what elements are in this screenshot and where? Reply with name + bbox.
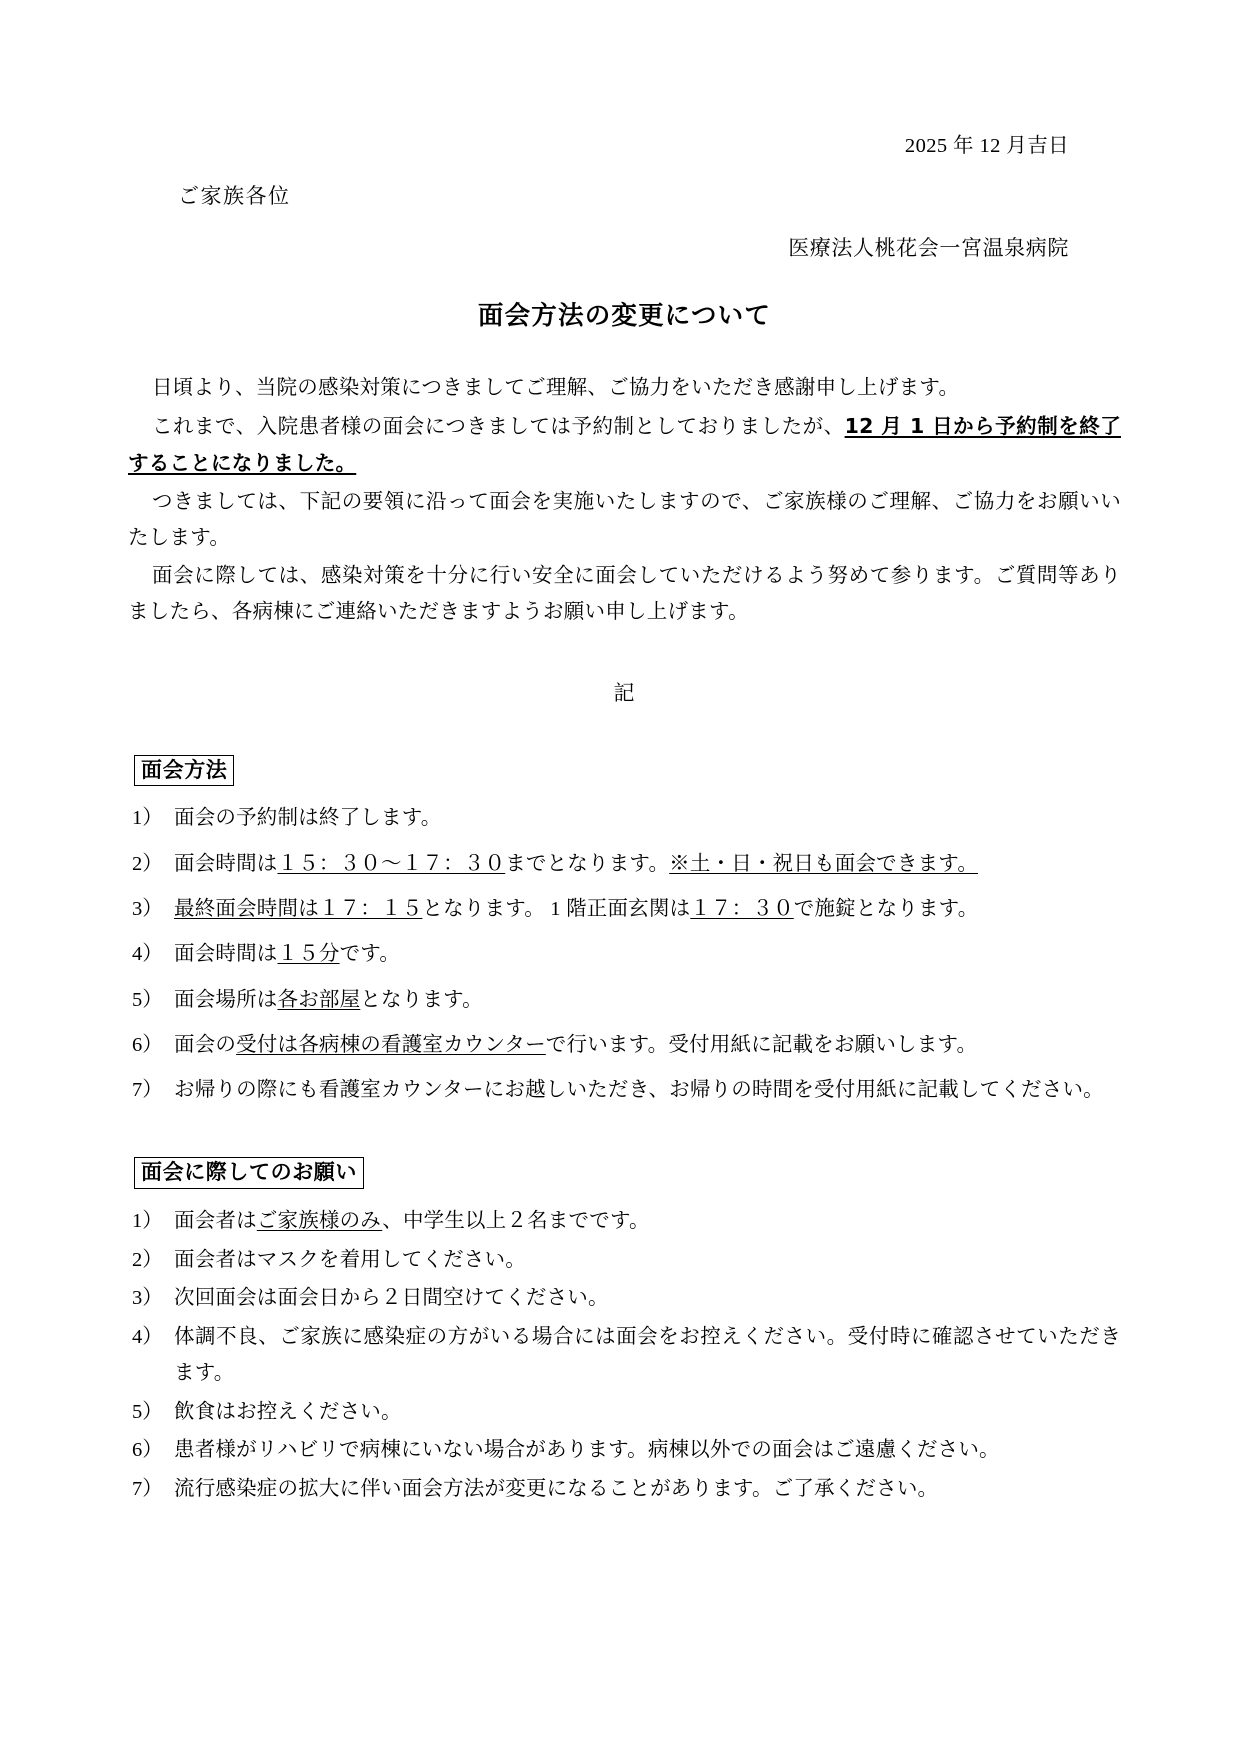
list-item [128, 1027, 1121, 1064]
list-item-text: 流行感染症の拡大に伴い面会方法が変更になることがあります。ご了承ください。 [174, 1477, 939, 1500]
document-sender: 医療法人桃花会一宮温泉病院 [788, 236, 1069, 260]
list-item-marker: 1） [132, 807, 163, 830]
list-item [128, 1072, 1121, 1109]
list-item-emphasis: 最終面会時間は１７：１５ [174, 897, 423, 920]
list-item [128, 800, 1121, 837]
body-paragraph-2-lead: これまで、入院患者様の面会につきましては予約制としておりましたが、 [152, 416, 845, 439]
list-item-marker: 6） [132, 1033, 163, 1056]
body-paragraph-3: つきましては、下記の要領に沿って面会を実施いたしますので、ご家族様のご理解、ご協力をお願いいたします。 [128, 491, 1121, 550]
list-item-emphasis: １５：３０～１７：３０ [277, 852, 506, 875]
notice-section [128, 1157, 1121, 1507]
list-item [128, 1432, 1121, 1468]
section-heading: 面会方法 [134, 755, 234, 787]
list-item-text: 面会時間は [174, 943, 278, 966]
list-item-emphasis: 各お部屋 [277, 988, 361, 1011]
list-item [128, 846, 1121, 883]
list-item [128, 1394, 1121, 1430]
list-item-emphasis: ご家族様のみ [256, 1210, 383, 1233]
list-item-text: 面会の [174, 1033, 237, 1056]
section-heading: 面会に際してのお願い [134, 1157, 364, 1189]
page-title: 面会方法の変更について [477, 301, 772, 331]
list-item-marker: 7） [132, 1079, 163, 1102]
list-item-marker: 2） [132, 852, 163, 875]
list-item [128, 891, 1121, 928]
list-item-marker: 5） [132, 1400, 163, 1423]
list-item-marker: 1） [132, 1210, 163, 1233]
section-spacer [128, 1117, 1121, 1157]
list-item-marker: 2） [132, 1248, 163, 1271]
notice-section [128, 755, 1121, 1110]
list-item-emphasis: １７：３０ [690, 897, 794, 920]
list-item-text: です。 [339, 943, 401, 966]
list-item-text: となります。 1 階正面玄関は [422, 897, 691, 920]
list-item-text: 、中学生以上２名までです。 [382, 1210, 650, 1233]
list-item-emphasis: 受付は各病棟の看護室カウンター [236, 1033, 546, 1056]
body-paragraph-2 [128, 408, 1121, 482]
list-item [128, 1319, 1121, 1392]
list-item [128, 1242, 1121, 1278]
list-item-emphasis: １５分 [277, 943, 340, 966]
notice-list [128, 800, 1121, 1109]
list-item-marker: 6） [132, 1439, 163, 1462]
list-item-text: 体調不良、ご家族に感染症の方がいる場合には面会をお控えください。受付時に確認させていただきます。 [174, 1325, 1121, 1385]
list-item-text: で施錠となります。 [793, 897, 979, 920]
document-date: 2025 年 12 月吉日 [904, 135, 1069, 157]
list-item-text: 面会の予約制は終了します。 [174, 807, 442, 830]
body-paragraph-2-emphasis: 12 月 1 日から予約制を終了することになりました。 [128, 414, 1121, 476]
list-item-text: 次回面会は面会日から２日間空けてください。 [174, 1287, 609, 1310]
list-item [128, 1203, 1121, 1239]
list-item-text: 患者様がリハビリで病棟にいない場合があります。病棟以外での面会はご遠慮ください。 [174, 1439, 1000, 1462]
ki-marker: 記 [613, 680, 636, 705]
body-paragraph-4: 面会に際しては、感染対策を十分に行い安全に面会していただけるよう努めて参ります。ご質問等ありましたら、各病棟にご連絡いただきますようお願い申し上げます。 [128, 565, 1121, 624]
list-item-emphasis: ※土・日・祝日も面会できます。 [669, 852, 979, 875]
list-item-text: 面会者は [174, 1210, 257, 1233]
list-item-text: 面会者はマスクを着用してください。 [174, 1248, 526, 1271]
list-item-text: となります。 [360, 988, 483, 1011]
list-item-marker: 5） [132, 988, 163, 1011]
list-item-text: 飲食はお控えください。 [174, 1400, 402, 1423]
list-item-marker: 3） [132, 1287, 163, 1310]
notice-list [128, 1203, 1121, 1507]
list-item-text: 面会時間は [174, 852, 278, 875]
list-item [128, 936, 1121, 973]
list-item [128, 1280, 1121, 1316]
list-item-text: で行います。受付用紙に記載をお願いします。 [545, 1033, 978, 1056]
body-paragraph-1: 日頃より、当院の感染対策につきましてご理解、ご協力をいただき感謝申し上げます。 [152, 377, 960, 399]
list-item-marker: 3） [132, 897, 163, 920]
list-item-text: 面会場所は [174, 988, 278, 1011]
list-item-marker: 4） [132, 1325, 163, 1348]
list-item-marker: 4） [132, 943, 163, 966]
list-item-text: までとなります。 [505, 852, 670, 875]
sections-container [128, 755, 1121, 1507]
list-item [128, 982, 1121, 1019]
document-addressee: ご家族各位 [178, 184, 291, 208]
list-item-text: お帰りの際にも看護室カウンターにお越しいただき、お帰りの時間を受付用紙に記載してください。 [174, 1079, 1104, 1102]
list-item-marker: 7） [132, 1477, 163, 1500]
list-item [128, 1471, 1121, 1507]
